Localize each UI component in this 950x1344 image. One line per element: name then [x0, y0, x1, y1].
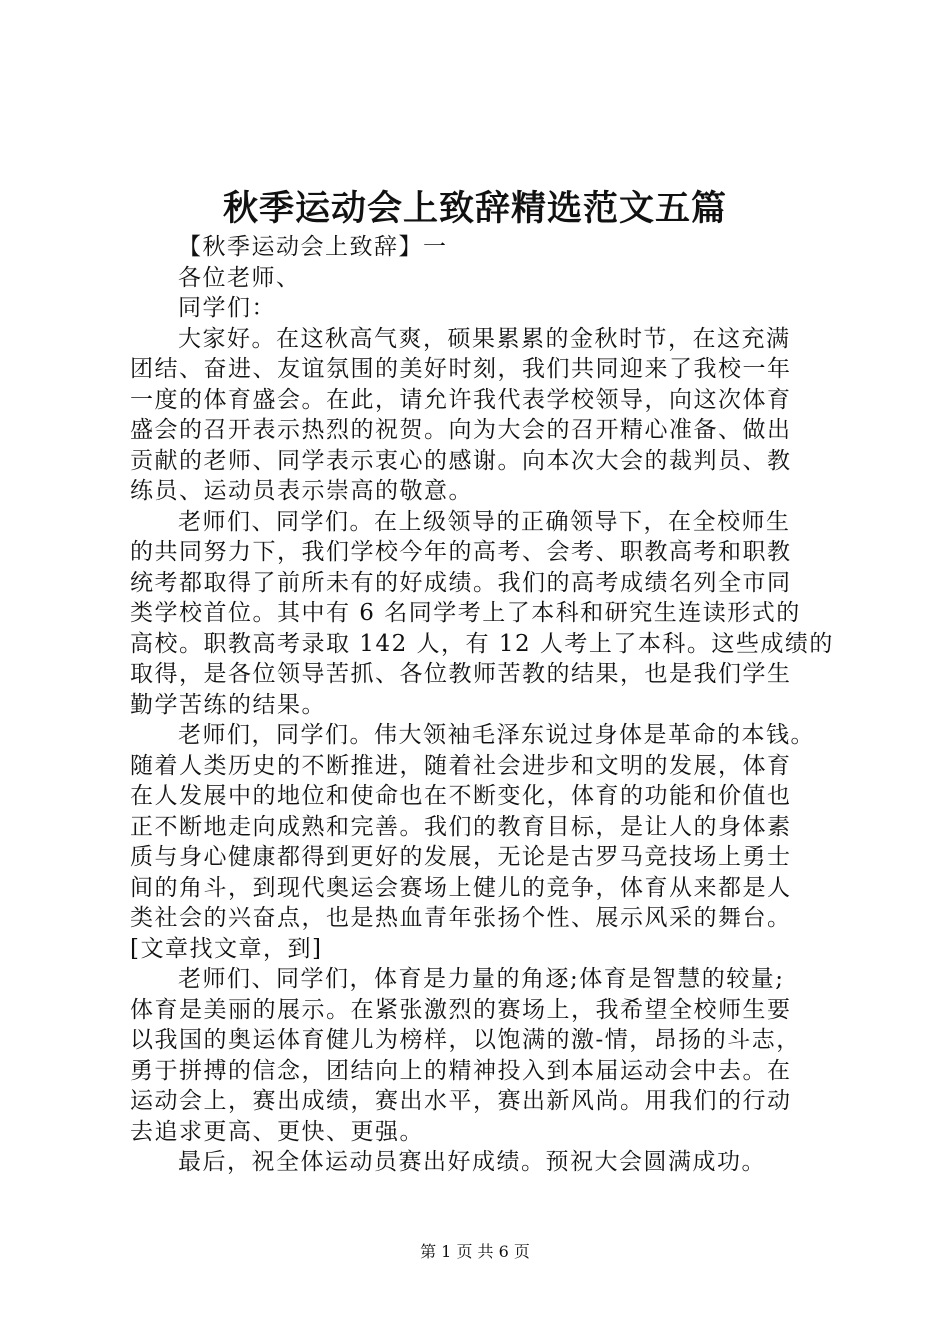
text-line: 最后，祝全体运动员赛出好成绩。预祝大会圆满成功。 — [178, 1149, 766, 1175]
document-title: 秋季运动会上致辞精选范文五篇 — [222, 188, 727, 229]
text-line: 老师们，同学们。伟大领袖毛泽东说过身体是革命的本钱。 — [178, 722, 815, 748]
text-line: 的共同努力下，我们学校今年的高考、会考、职教高考和职教 — [130, 539, 792, 565]
text-line: 老师们、同学们。在上级领导的正确领导下，在全校师生 — [178, 508, 791, 535]
text-line: 贡献的老师、同学表示衷心的感谢。向本次大会的裁判员、教 — [130, 447, 792, 474]
text-line: 盛会的召开表示热烈的祝贺。向为大会的召开精心准备、做出 — [130, 417, 792, 443]
text-line: 去追求更高、更快、更强。 — [130, 1118, 424, 1145]
text-line: 取得，是各位领导苦抓、各位教师苦教的结果，也是我们学生 — [130, 661, 792, 687]
text-line: 随着人类历史的不断推进，随着社会进步和文明的发展，体育 — [130, 752, 792, 779]
text-line: 体育是美丽的展示。在紧张激烈的赛场上，我希望全校师生要 — [130, 996, 792, 1023]
text-line: 一度的体育盛会。在此，请允许我代表学校领导，向这次体育 — [130, 386, 792, 413]
text-line: 间的角斗，到现代奥运会赛场上健儿的竞争，体育从来都是人 — [130, 874, 792, 901]
text-line: 质与身心健康都得到更好的发展，无论是古罗马竞技场上勇士 — [130, 844, 792, 870]
text-line: 在人发展中的地位和使命也在不断变化，体育的功能和价值也 — [130, 783, 792, 809]
text-line: 类学校首位。其中有 6 名同学考上了本科和研究生连读形式的 — [130, 600, 801, 626]
text-line: 类社会的兴奋点，也是热血青年张扬个性、展示风采的舞台。 — [130, 905, 792, 931]
text-line: 运动会上，赛出成绩，赛出水平，赛出新风尚。用我们的行动 — [130, 1088, 792, 1114]
text-line: 练员、运动员表示崇高的敬意。 — [130, 478, 473, 504]
text-line: [文章找文章，到] — [130, 935, 323, 962]
text-line: 以我国的奥运体育健儿为榜样，以饱满的激-情，昂扬的斗志， — [130, 1027, 801, 1053]
text-line: 团结、奋进、友谊氛围的美好时刻，我们共同迎来了我校一年 — [130, 356, 792, 382]
text-line: 勤学苦练的结果。 — [130, 691, 326, 718]
text-line: 同学们： — [178, 295, 276, 321]
page-footer: 第 1 页 共 6 页 — [420, 1242, 530, 1261]
text-line: 大家好。在这秋高气爽，硕果累累的金秋时节，在这充满 — [178, 325, 791, 352]
text-line: 老师们、同学们，体育是力量的角逐;体育是智慧的较量; — [178, 966, 785, 992]
document-body — [130, 232, 840, 1178]
text-line: 【秋季运动会上致辞】一 — [178, 234, 448, 260]
text-line: 高校。职教高考录取 142 人，有 12 人考上了本科。这些成绩的 — [130, 630, 834, 657]
text-line: 勇于拼搏的信念，团结向上的精神投入到本届运动会中去。在 — [130, 1057, 792, 1084]
text-line: 各位老师、 — [178, 264, 301, 291]
text-line: 统考都取得了前所未有的好成绩。我们的高考成绩名列全市同 — [130, 569, 792, 596]
text-line: 正不断地走向成熟和完善。我们的教育目标，是让人的身体素 — [130, 813, 792, 840]
